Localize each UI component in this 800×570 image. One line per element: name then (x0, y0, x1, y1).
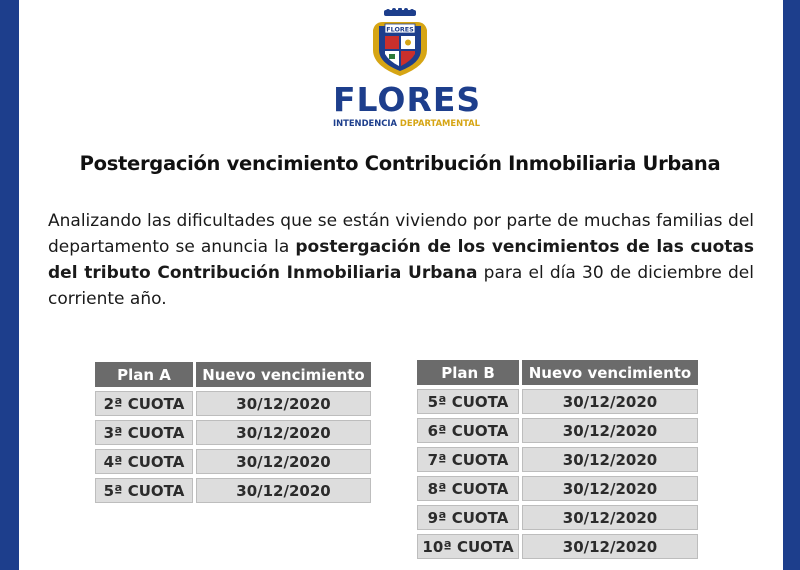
plan-a-header-row (95, 362, 371, 387)
plan-b-table (417, 356, 698, 563)
date-cell: 30/12/2020 (196, 391, 371, 416)
date-cell: 30/12/2020 (522, 476, 698, 501)
quota-cell: 5ª CUOTA (95, 478, 196, 503)
plan-b-header-date: Nuevo vencimiento (522, 360, 698, 385)
left-border-bar (0, 0, 19, 570)
announcement-part2: para el día 30 de diciembre del corriente año. (48, 263, 754, 309)
announcement-bold: postergación de los vencimientos de las cuotas del tributo Contribución Inmobiliaria Urbana (48, 237, 754, 283)
quota-cell: 10ª CUOTA (417, 534, 522, 559)
date-cell: 30/12/2020 (196, 478, 371, 503)
table-row (417, 418, 698, 443)
table-row (95, 391, 371, 416)
date-cell: 30/12/2020 (522, 447, 698, 472)
date-cell: 30/12/2020 (522, 534, 698, 559)
plan-a-header-date: Nuevo vencimiento (196, 362, 371, 387)
table-row (95, 478, 371, 503)
table-row (417, 476, 698, 501)
date-cell: 30/12/2020 (196, 449, 371, 474)
table-row (417, 505, 698, 530)
logo-wordmark: FLORES (333, 80, 482, 119)
seal-banner-text: FLORES (386, 25, 414, 34)
logo-subtitle-second: DEPARTAMENTAL (399, 118, 481, 128)
quota-cell: 8ª CUOTA (417, 476, 522, 501)
date-cell: 30/12/2020 (522, 389, 698, 414)
plan-b-header-plan: Plan B (417, 360, 522, 385)
logo-subtitle-first: INTENDENCIA (333, 118, 397, 128)
plan-b-header-row (417, 360, 698, 385)
right-border-bar (783, 0, 800, 570)
quota-cell: 9ª CUOTA (417, 505, 522, 530)
date-cell: 30/12/2020 (196, 420, 371, 445)
intendencia-logo (333, 8, 482, 128)
announcement-part1: Analizando las dificultades que se están viviendo por parte de muchas familias del departamento se anuncia la (48, 211, 754, 257)
quota-cell: 7ª CUOTA (417, 447, 522, 472)
table-row (95, 420, 371, 445)
department-seal-icon (333, 8, 467, 82)
table-row (417, 447, 698, 472)
logo-subtitle (333, 118, 481, 128)
table-row (95, 449, 371, 474)
date-cell: 30/12/2020 (522, 505, 698, 530)
date-cell: 30/12/2020 (522, 418, 698, 443)
quota-cell: 3ª CUOTA (95, 420, 196, 445)
quota-cell: 5ª CUOTA (417, 389, 522, 414)
plan-a-table (95, 358, 371, 507)
announcement-text (48, 208, 754, 312)
quota-cell: 6ª CUOTA (417, 418, 522, 443)
table-row (417, 534, 698, 559)
quota-cell: 4ª CUOTA (95, 449, 196, 474)
quota-cell: 2ª CUOTA (95, 391, 196, 416)
table-row (417, 389, 698, 414)
page-title: Postergación vencimiento Contribución Inmobiliaria Urbana (79, 152, 721, 175)
plan-a-header-plan: Plan A (95, 362, 196, 387)
